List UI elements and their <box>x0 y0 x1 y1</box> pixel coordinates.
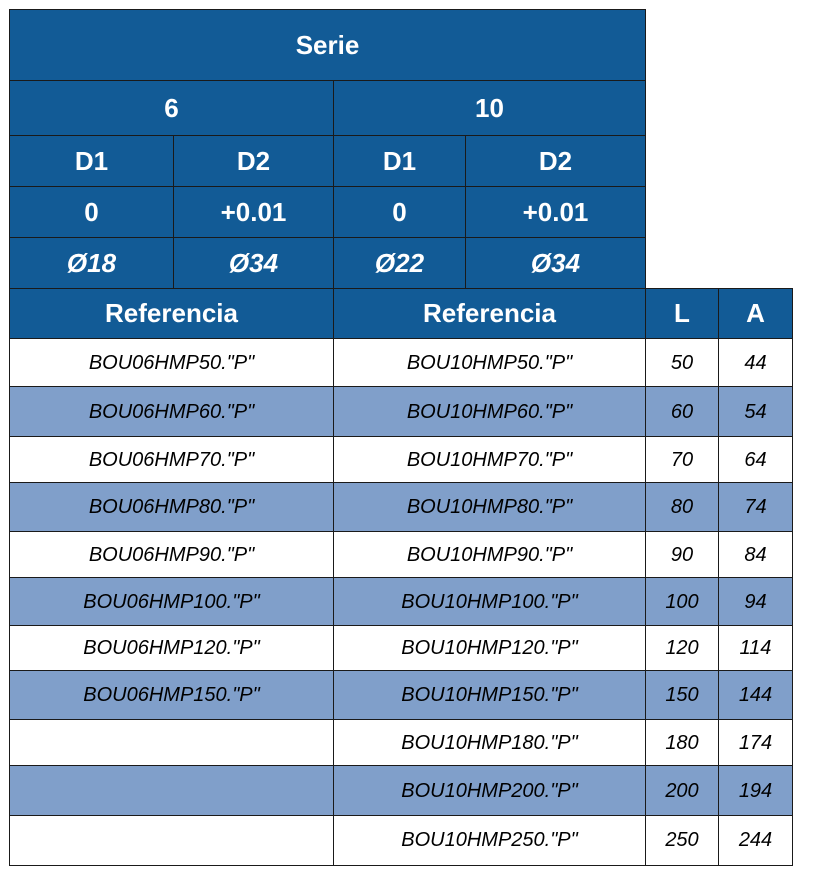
dim-d2-s10: D2 <box>465 135 646 187</box>
value-l-cell: 80 <box>645 482 719 533</box>
ref-series-10-cell: BOU10HMP120."P" <box>333 625 646 672</box>
column-a-header: A <box>718 288 793 339</box>
tolerance-d2-s10: +0.01 <box>465 186 646 238</box>
ref-series-6-cell: BOU06HMP100."P" <box>9 577 334 627</box>
value-l-cell: 100 <box>645 577 719 627</box>
value-l-cell: 180 <box>645 719 719 767</box>
value-l-cell: 70 <box>645 436 719 484</box>
ref-series-10-cell: BOU10HMP90."P" <box>333 531 646 579</box>
value-a-cell: 244 <box>718 815 793 866</box>
value-l-cell: 250 <box>645 815 719 866</box>
tolerance-d2-s6: +0.01 <box>173 186 334 238</box>
value-a-cell: 54 <box>718 386 793 438</box>
value-a-cell: 174 <box>718 719 793 767</box>
diameter-d1-s6: Ø18 <box>9 237 174 289</box>
tolerance-d1-s6: 0 <box>9 186 174 238</box>
ref-series-6-cell <box>9 719 334 767</box>
value-l-cell: 60 <box>645 386 719 438</box>
value-l-cell: 150 <box>645 670 719 721</box>
ref-series-6-cell: BOU06HMP120."P" <box>9 625 334 672</box>
ref-series-10-cell: BOU10HMP180."P" <box>333 719 646 767</box>
ref-series-10-cell: BOU10HMP80."P" <box>333 482 646 533</box>
ref-series-10-cell: BOU10HMP60."P" <box>333 386 646 438</box>
value-l-cell: 200 <box>645 765 719 817</box>
value-a-cell: 114 <box>718 625 793 672</box>
ref-series-6-cell: BOU06HMP90."P" <box>9 531 334 579</box>
ref-series-10-cell: BOU10HMP150."P" <box>333 670 646 721</box>
column-l-header: L <box>645 288 719 339</box>
ref-series-6-cell: BOU06HMP50."P" <box>9 338 334 389</box>
ref-series-6-cell: BOU06HMP80."P" <box>9 482 334 533</box>
value-a-cell: 64 <box>718 436 793 484</box>
referencia-header-s10: Referencia <box>333 288 646 339</box>
value-a-cell: 94 <box>718 577 793 627</box>
series-6-header: 6 <box>9 80 334 136</box>
value-l-cell: 90 <box>645 531 719 579</box>
diameter-d1-s10: Ø22 <box>333 237 466 289</box>
ref-series-6-cell <box>9 815 334 866</box>
value-a-cell: 144 <box>718 670 793 721</box>
referencia-header-s6: Referencia <box>9 288 334 339</box>
value-l-cell: 120 <box>645 625 719 672</box>
value-a-cell: 194 <box>718 765 793 817</box>
serie-header: Serie <box>9 9 646 81</box>
ref-series-6-cell: BOU06HMP70."P" <box>9 436 334 484</box>
ref-series-10-cell: BOU10HMP200."P" <box>333 765 646 817</box>
ref-series-10-cell: BOU10HMP250."P" <box>333 815 646 866</box>
ref-series-10-cell: BOU10HMP100."P" <box>333 577 646 627</box>
value-a-cell: 74 <box>718 482 793 533</box>
ref-series-6-cell: BOU06HMP150."P" <box>9 670 334 721</box>
ref-series-10-cell: BOU10HMP70."P" <box>333 436 646 484</box>
dim-d2-s6: D2 <box>173 135 334 187</box>
series-10-header: 10 <box>333 80 646 136</box>
diameter-d2-s10: Ø34 <box>465 237 646 289</box>
ref-series-6-cell: BOU06HMP60."P" <box>9 386 334 438</box>
ref-series-6-cell <box>9 765 334 817</box>
value-a-cell: 84 <box>718 531 793 579</box>
diameter-d2-s6: Ø34 <box>173 237 334 289</box>
value-l-cell: 50 <box>645 338 719 389</box>
value-a-cell: 44 <box>718 338 793 389</box>
dim-d1-s6: D1 <box>9 135 174 187</box>
tolerance-d1-s10: 0 <box>333 186 466 238</box>
ref-series-10-cell: BOU10HMP50."P" <box>333 338 646 389</box>
dim-d1-s10: D1 <box>333 135 466 187</box>
